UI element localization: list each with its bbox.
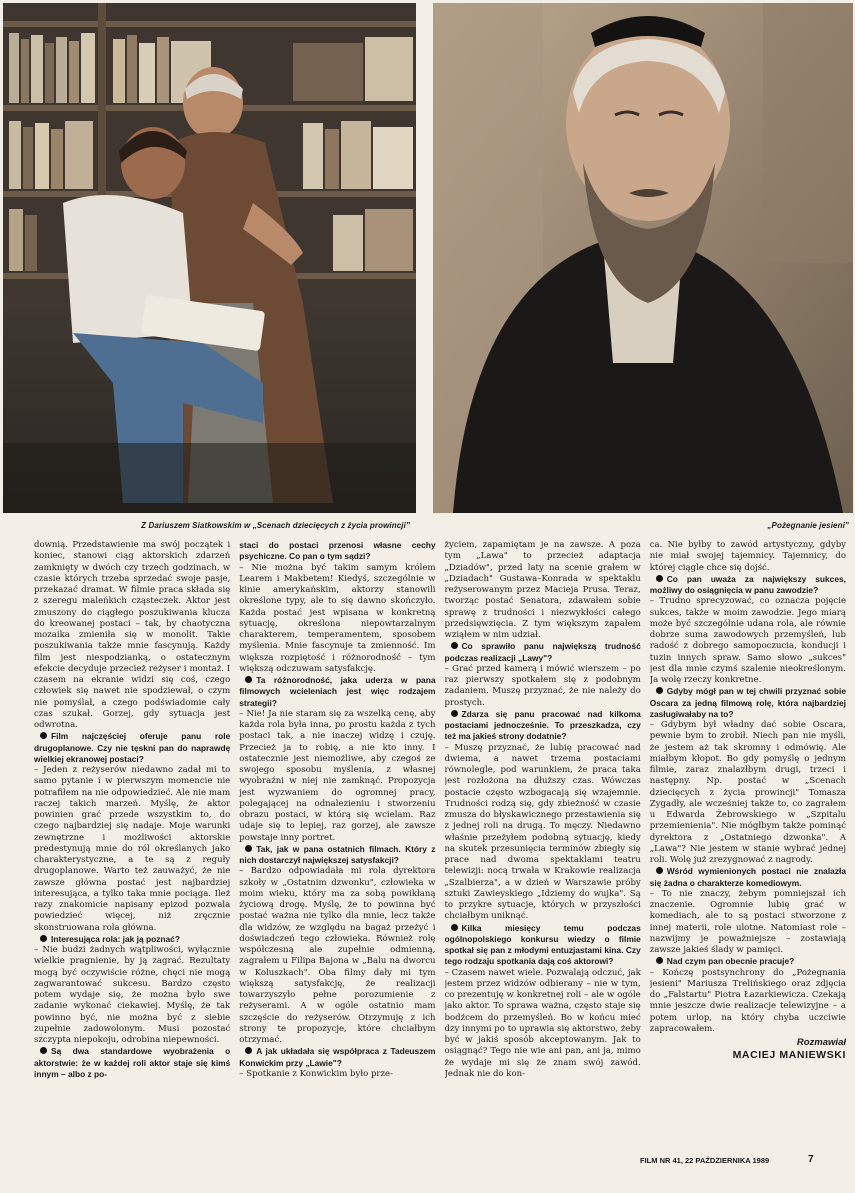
paragraph-text: – Kończę postsynchrony do „Pożegnania jesieni" Mariusza Trelińskiego oraz zdjęcia do „Falstartu" Piotra Łazarkiewicza. Czekają mnie jeszcze dwie realizacje telewizyjne – a potem urlop, na który chyba uczciwie zapracowałem. [649,967,846,1034]
interview-answer [445,968,641,1081]
paragraph-text: – Spotkanie z Konwickim było prze- [239,1068,393,1079]
interview-question [650,866,846,889]
paragraph-text: Co sprawiło panu największą trudność podczas realizacji „Lawy"? [444,641,641,663]
paragraph-text: staci do postaci przenosi własne cechy psychiczne. Co pan o tym sądzi? [239,540,436,562]
bullet-icon [451,710,458,717]
paragraph-text: Nad czym pan obecnie pracuje? [666,956,795,967]
photo-right-illustration [433,3,853,513]
paragraph-text: – Grać przed kamerą i mówić wierszem – po raz pierwszy spotkałem się z podobnym zadaniem. Muszę przyznać, że nie należy do prostych. [444,663,641,708]
paragraph-text: – Gdybym był władny dać sobie Oscara, pewnie bym to zrobił. Niech pan nie myśli, że jestem aż tak skromny i odmówię. Ale miałbym kłopot. Bo gdy pomyślę o jednym filmie, zaraz znalazłbym drugi, trzeci i następny. Np. postać w „Scenach dziecięcych z życia prowincji" Tomasza Zygadły, ale wcześniej także to, co zagrałem u Edwarda Żebrowskiego w „Szpitalu przemienienia". Nie mógłbym także pominąć dyrektora z „Ostatniego dzwonka". A „Lawa"? Nie jestem w stanie wybrać jednej roli. Wolę już zrezygnować z nagrody. [649,720,846,865]
paragraph-text: Wśród wymienionych postaci nie znalazła się żadna o charakterze komediowym. [649,866,846,888]
paragraph-text: – To nie znaczy, żebym pomniejszał ich znaczenie. Ogromnie lubię grać w komediach, ale to są postaci stworzone z innej materii, role ulotne. Natomiast role – nazwijmy je poważniejsze – zostawiają zawsze jakieś ślady w pamięci. [649,888,846,955]
interview-question [34,1046,230,1080]
interview-answer [239,1069,435,1080]
interview-question [445,709,641,743]
interview-answer [650,968,846,1036]
interview-answer [650,889,846,957]
interview-answer [34,945,230,1046]
paragraph-text: Są dwa standardowe wyobrażenia o aktorstwie: że w każdej roli aktor staje się kimś innym – albo z po- [34,1046,231,1079]
photo-spread [0,0,855,516]
paragraph-text: Gdyby mógł pan w tej chwili przyznać sobie Oscara za jedną filmową rolę, która najbardziej zasługiwałaby na to? [649,686,846,719]
page-footer [640,1156,830,1165]
interview-answer [34,765,230,934]
bullet-icon [40,732,47,739]
bullet-icon [451,642,458,649]
bullet-icon [656,575,663,582]
interview-answer [239,563,435,676]
interview-answer [650,720,846,866]
paragraph-text: Co pan uważa za największy sukces, możliwy do osiągnięcia w panu zawodzie? [649,573,846,595]
paragraph-text: – Czasem nawet wiele. Pozwalają odczuć, jak jestem przez widzów odbierany – nie w tym, co prezentuję w konkretnej roli – ale w ogóle jako aktor. To sprawa ważna, często staje się bodźcem do przemyśleń. Bo w końcu mieć dzy innymi po to uprawia się aktorstwo, żeby być w jakiś sposób akceptowanym. Jak to osiągnąć? Tego nie wie ani pan, ani ja, mimo że wydaje mi się że znam swój zawód. Jednak nie do kon- [444,967,641,1079]
paragraph-text: Tak, jak w pana ostatnich filmach. Który z nich dostarczył największej satysfakcji? [239,843,436,865]
paragraph-text: – Bardzo odpowiadała mi rola dyrektora szkoły w „Ostatnim dzwonku", człowieka w moim wieku, który ma za sobą powikłaną życiową drogę. Myślę, że to powinna być postać ważna nie tylko dla mnie, lecz także dla widzów, ze względu na bagaż przeżyć i doświadczeń tego człowieka. Również rolę współczesną ale zupełnie odmienną, zagrałem u Filipa Bajona w „Balu na dworcu w Koluszkach". Oba filmy dały mi tym większą satysfakcję, że realizacji towarzyszyło pełne porozumienie z reżyserami. A w ogóle ostatnio mam szczęście do reżyserów. Otrzymuję z ich strony te propozycje, które chciałbym otrzymać. [239,866,436,1045]
interview-answer [650,596,846,686]
paragraph-text: Interesująca rola: jak ją poznać? [51,933,180,944]
text-column-2 [239,540,435,1152]
bullet-icon [245,1047,252,1054]
text-column-4 [650,540,846,1152]
photo-caption-left: Z Dariuszem Siatkowskim w „Scenach dziecięcych z życia prowincji” [141,521,410,530]
interview-question [650,956,846,967]
text-column-4-body [650,540,846,1035]
text-column-3 [445,540,641,1152]
photo-caption-right: „Pożegnanie jesieni” [767,521,849,530]
paragraph-text: Film najczęściej oferuje panu role drugoplanowe. Czy nie tęskni pan do naprawdę wielkiej ekranowej postaci? [34,731,231,764]
signature-name: MACIEJ MANIEWSKI [732,1049,846,1061]
photo-left-illustration [3,3,416,513]
bullet-icon [40,1047,47,1054]
page-number: 7 [808,1154,814,1165]
bullet-icon [245,845,252,852]
paragraph-text: – Trudno sprecyzować, co oznacza pojęcie sukces, także w moim zawodzie. Jego miarą może być szczególnie udana rola, ale równie dobrze suma zawodowych przemyśleń, lub radość z dobrego samopoczucia, konducji i tuzin innych spraw. Samo słowo „sukces" jest dla mnie czymś szalenie nieokreślonym. Ja wolę rzeczy konkretne. [649,596,846,685]
text-column-1 [34,540,230,1152]
photo-actors-reading-script [3,3,416,513]
paragraph-text: Zdarza się panu pracować nad kilkoma postaciami jednocześnie. To przeszkadza, czy też ma jakieś strony dodatnie? [444,708,641,742]
interview-answer [239,709,435,844]
paragraph-text: – Nie! Ja nie staram się za wszelką cenę, aby każda rola była inna, po prostu każda z tych postaci tak, a nie inaczej widzę i czuję. Przecież ja to robię, a nie kto inny. I ostatecznie jest niemożliwe, aby czegoś ze swojego sposobu myślenia, z własnej wyobraźni w niej nie zamknąć. Propozycja jest wyzwaniem do ogromnej pracy, polegającej na odnalezieniu i stworzeniu obrazu postaci, w którą się wcielam. Raz udaje się to lepiej, raz gorzej, ale zawsze powstaje inny portret. [239,708,436,843]
paragraph-text: Ta różnorodność, jaka uderza w pana filmowych wcieleniach jest więc rodzajem strategii? [239,675,436,708]
bullet-icon [656,867,663,874]
paragraph-text: – Jeden z reżyserów niedawno zadał mi to samo pytanie i w pierwszym momencie nie potrafiłem na nie odpowiedzieć. Ale nie mam raczej takich marzeń. Myślę, że aktor powinien grać przede wszystkim to, do czego najbardziej się nadaje. Moje warunki zewnętrzne i możliwości aktorskie predestynują mnie do ról określanych jako charakterystyczne, a te są z reguły drugoplanowe. Warto też zauważyć, że nie zawsze główna postać jest najbardziej interesująca, a tylko taka mnie pociąga. Ileż razy znakomicie napisany epizod pozwala powiedzieć więcej, niż zręcznie skonstruowana rola główna. [34,765,231,933]
interview-question [239,675,435,709]
bullet-icon [656,957,663,964]
bullet-icon [656,687,663,694]
paragraph-text: downią. Przedstawienie ma swój początek i koniec, stanowi ciąg aktorskich zdarzeń zamknięty w dwóch czy trzech godzinach, w czasie których trzeba sprzedać swoje pasje, przekazać dramat. W filmie praca składa się z szeregu maleńkich cząsteczek. Aktor jest zmuszony do ciągłego poszukiwania klucza do kreowanej postaci – tak, by chaotyczna mozaika zmieniła się w monolit. Takie poszukiwania także mnie fascynują. Każdy film jest niespodzianką, o ostatecznym efekcie decyduje przecież reżyser i montaż. I czasem na ekranie widzi się coś, czego człowiek się nawet nie spodziewał, o czym nie pomyślał, a czego podświadomie cały czas szukał. Gorzej, gdy sytuacja jest odwrotna. [34,540,231,730]
interview-question [650,686,846,720]
photo-portrait-bearded-man [433,3,853,513]
bullet-icon [40,935,47,942]
interview-question [239,540,435,563]
interview-answer [445,743,641,923]
interview-answer [445,540,641,641]
interview-answer [650,540,846,574]
signature-label: Rozmawiał [796,1037,846,1048]
paragraph-text: Kilka miesięcy temu podczas ogólnopolskiego konkursu wiedzy o filmie spotkał się pan z młodymi entuzjastami kina. Czy tego rodzaju spotkania dają coś aktorowi? [444,922,641,967]
paragraph-text: życiem, zapamiętam je na zawsze. A poza tym „Lawa" to przecież adaptacja „Dziadów", przed laty na scenie grałem w „Dziadach" Gustawa–Konrada w spektaklu reżyserowanym przez Macieja Prusa. Teraz, tworząc postać Senatora, zdawałem sobie sprawę z trudności i niezwykłości całego przedsięwzięcia. Z tym większym zapałem wziąłem w nim udział. [444,540,641,640]
interview-answer [445,664,641,709]
paragraph-text: – Muszę przyznać, że lubię pracować nad dwiema, a nawet trzema postaciami równolegle, pod warunkiem, że praca taka jest rozłożona na dłuższy czas. Wówczas postacie często wzbogacają się wzajemnie. Trudności rodzą się, gdy zbieżność w czasie zmusza do błyskawicznego przestawienia się z jednej roli na drugą. To męczy. Niedawno właśnie przeżyłem podobną sytuację, kiedy na skutek przesunięcia terminów zbiegły się prace nad dwoma spektaklami teatru telewizji: nocą trwała w Krakowie realizacja „Szalbierza", a w dzień w Warszawie próby sztuki Zawieyskiego „Idziemy do wujka". Są to przykre sytuacje, których w przyszłości chciałbym uniknąć. [444,742,641,922]
interview-question [650,574,846,597]
author-signature [650,1037,846,1061]
paragraph-text: ca. Nie byłby to zawód artystyczny, gdyby nie miał swojej tajemnicy. Tajemnicy, do której ciągle chce się dojść. [649,540,846,573]
interview-question [445,923,641,968]
bullet-icon [451,924,458,931]
issue-info: FILM NR 41, 22 PAŹDZIERNIKA 1989 [640,1156,770,1165]
interview-question [34,934,230,945]
article-body [34,540,846,1152]
interview-question [445,641,641,664]
paragraph-text: A jak układała się współpraca z Tadeuszem Konwickim przy „Lawie"? [239,1046,436,1068]
paragraph-text: – Nie budzi żadnych wątpliwości, wyłącznie wielkie pragnienie, by ją zagrać. Rezultaty mogą być oczywiście różne, chęci nie mogą zagwarantować sukcesu. Bardzo często potem wydaje się, że można było swe zadanie wykonać ciekawiej. Myślę, że tak powinno być, nie można być z siebie zupełnie zadowolonym. Musi pozostać szczypta niepokoju, odrobina niepewności. [34,945,231,1045]
interview-answer [239,866,435,1046]
interview-answer [34,540,230,731]
paragraph-text: – Nie można być takim samym królem Learem i Makbetem! Kiedyś, szczególnie w kinie amerykańskim, aktorzy stanowili określone typy, ale to się dawno skończyło. Każda postać jest wpisana w konkretną sytuację, określona niepowtarzalnym charakterem, temperamentem, sposobem myślenia. Mnie fascynuje ta zmienność. Im większa rozpiętość i różnorodność – tym większą odczuwam satysfakcję. [239,562,436,674]
interview-question [239,1046,435,1069]
interview-question [34,731,230,765]
bullet-icon [245,676,252,683]
interview-question [239,844,435,867]
